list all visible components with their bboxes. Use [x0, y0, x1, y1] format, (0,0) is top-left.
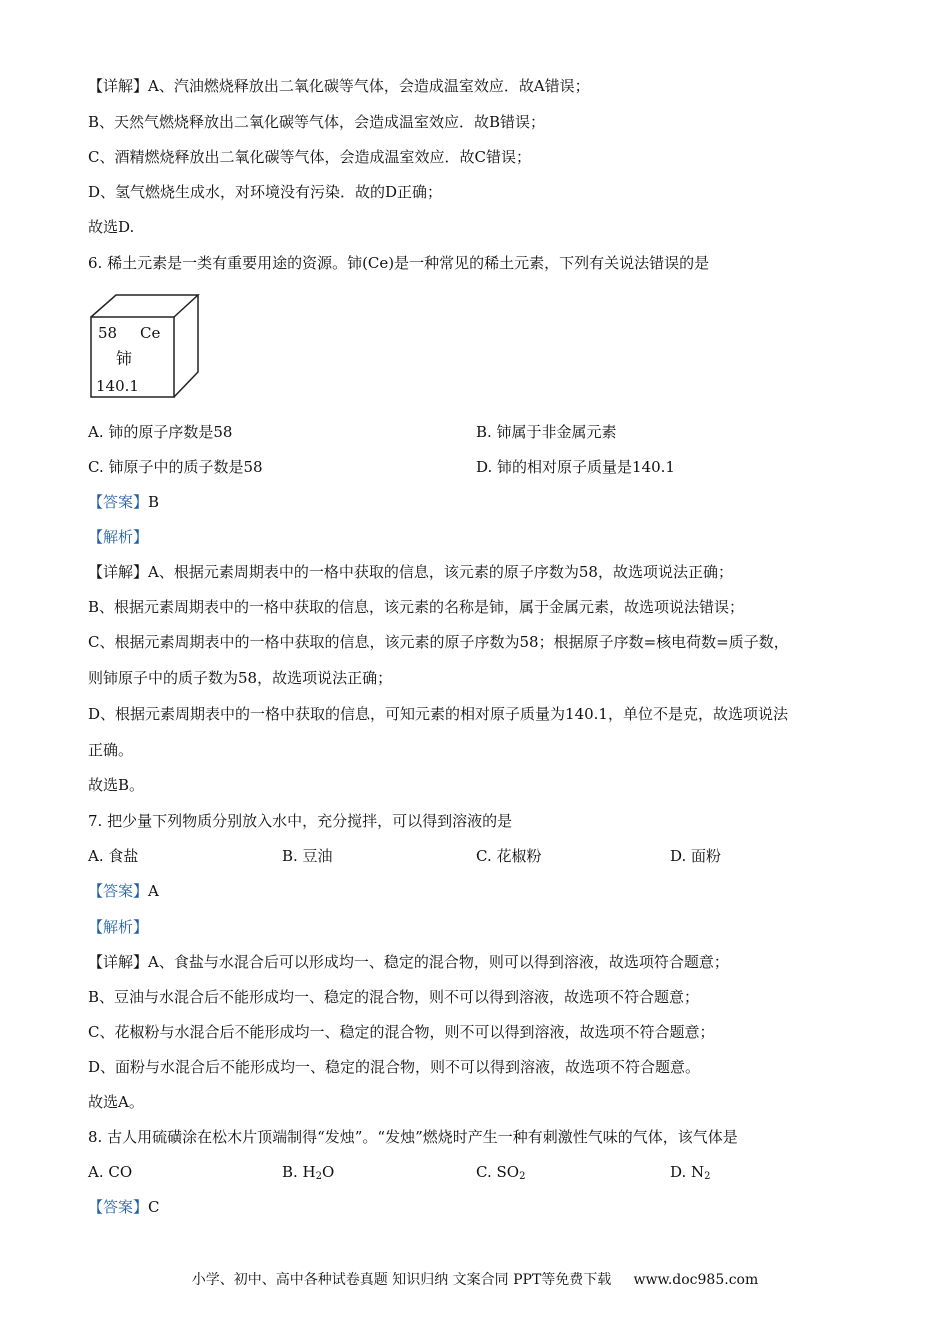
footer-text: 小学、初中、高中各种试卷真题 知识归纳 文案合同 PPT等免费下载 [191, 1272, 612, 1288]
cell-symbol: Ce [140, 324, 161, 342]
q7-detail-line: C、花椒粉与水混合后不能形成均一、稳定的混合物，则不可以得到溶液，故选项不符合题意； [88, 1023, 715, 1041]
q6-detail-line: C、根据元素周期表中的一格中获取的信息，该元素的原子序数为58；根据原子序数=核电荷数=质子数， [88, 633, 789, 651]
answer-tag: 【答案】 [88, 493, 149, 511]
q6-detail-line: 正确。 [88, 741, 134, 759]
q5-detail-line: 【详解】A、汽油燃烧释放出二氧化碳等气体，会造成温室效应．故A错误； [88, 77, 590, 95]
q6-detail-line: B、根据元素周期表中的一格中获取的信息，该元素的名称是铈，属于金属元素，故选项说法错误； [88, 598, 745, 616]
q7-detail-line: 【详解】A、食盐与水混合后可以形成均一、稳定的混合物，则可以得到溶液，故选项符合题意； [88, 953, 729, 971]
q6-option-d: D. 铈的相对原子质量是140.1 [476, 458, 675, 476]
q6-answer: 【答案】B [88, 493, 160, 511]
cell-mass: 140.1 [96, 377, 139, 395]
page-footer [0, 1270, 950, 1290]
detail-tag: 【详解】 [88, 953, 149, 971]
q8-option-a: A. CO [88, 1163, 133, 1181]
cell-number: 58 [98, 324, 118, 342]
q6-conclusion: 故选B。 [88, 776, 145, 794]
q6-stem: 6. 稀土元素是一类有重要用途的资源。铈(Ce)是一种常见的稀土元素，下列有关说法错误的是 [88, 254, 710, 272]
q6-option-c: C. 铈原子中的质子数是58 [88, 458, 263, 476]
q5-conclusion: 故选D. [88, 218, 135, 236]
q7-option-b: B. 豆油 [282, 847, 333, 865]
q7-option-c: C. 花椒粉 [476, 847, 542, 865]
q7-analysis-tag: 【解析】 [88, 918, 149, 936]
cell-name: 铈 [116, 349, 133, 368]
q6-detail-line: 则铈原子中的质子数为58，故选项说法正确； [88, 669, 393, 687]
q6-analysis-tag: 【解析】 [88, 528, 149, 546]
q8-option-d: D. $N_2$ [670, 1163, 711, 1182]
q5-detail-line: B、天然气燃烧释放出二氧化碳等气体，会造成温室效应．故B错误； [88, 113, 546, 131]
q8-option-c: C. $SO_2$ [476, 1163, 526, 1182]
q7-stem: 7. 把少量下列物质分别放入水中，充分搅拌，可以得到溶液的是 [88, 812, 513, 830]
q7-conclusion: 故选A。 [88, 1093, 144, 1111]
q8-answer: 【答案】C [88, 1198, 160, 1216]
footer-link[interactable]: www.doc985.com [633, 1272, 759, 1288]
periodic-table-cell [88, 290, 200, 402]
q6-option-b: B. 铈属于非金属元素 [476, 423, 617, 441]
q7-option-a: A. 食盐 [88, 847, 139, 865]
q6-option-a: A. 铈的原子序数是58 [88, 423, 233, 441]
q7-option-d: D. 面粉 [670, 847, 722, 865]
q8-option-b: B. $H_2O$ [282, 1163, 335, 1182]
q5-detail-line: C、酒精燃烧释放出二氧化碳等气体，会造成温室效应．故C错误； [88, 148, 531, 166]
q6-detail-line: 【详解】A、根据元素周期表中的一格中获取的信息，该元素的原子序数为58，故选项说法正确； [88, 563, 733, 581]
q6-detail-line: D、根据元素周期表中的一格中获取的信息，可知元素的相对原子质量为140.1，单位不是克，故选项说法 [88, 705, 788, 723]
answer-tag: 【答案】 [88, 1198, 149, 1216]
answer-tag: 【答案】 [88, 882, 149, 900]
q8-stem: 8. 古人用硫磺涂在松木片顶端制得“发烛”。“发烛”燃烧时产生一种有刺激性气味的气体，该气体是 [88, 1128, 738, 1146]
q7-detail-line: B、豆油与水混合后不能形成均一、稳定的混合物，则不可以得到溶液，故选项不符合题意； [88, 988, 700, 1006]
q5-detail-line: D、氢气燃烧生成水，对环境没有污染．故的D正确； [88, 183, 443, 201]
q7-answer: 【答案】A [88, 882, 159, 900]
q7-detail-line: D、面粉与水混合后不能形成均一、稳定的混合物，则不可以得到溶液，故选项不符合题意。 [88, 1058, 701, 1076]
detail-tag: 【详解】 [88, 77, 149, 95]
detail-tag: 【详解】 [88, 563, 149, 581]
